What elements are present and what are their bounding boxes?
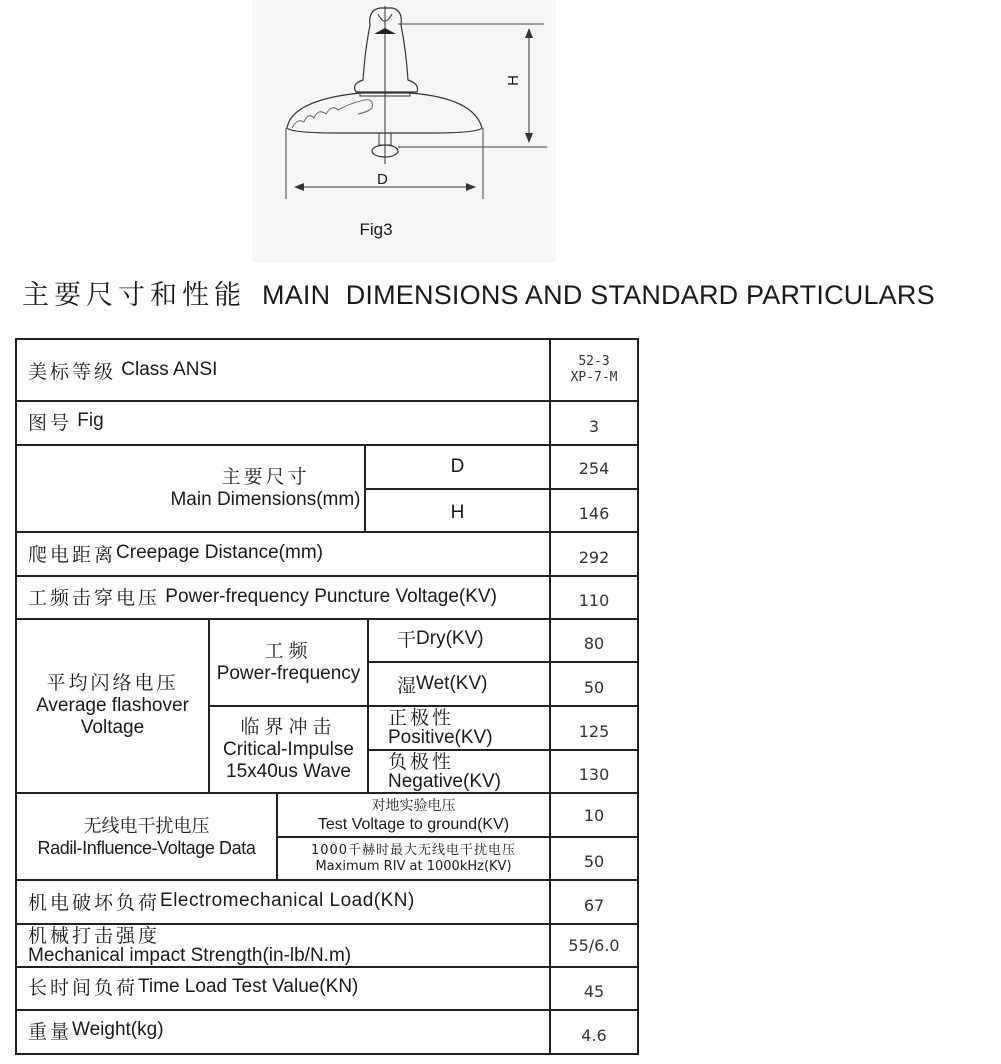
main-dimensions-label-en: Main Dimensions(mm)	[170, 489, 361, 510]
negative-label	[369, 751, 549, 792]
puncture-label-cn: 工频击穿电压	[28, 588, 161, 609]
row-creepage-label	[17, 533, 549, 575]
dry-value: 80	[583, 634, 605, 653]
riv-max-en: Maximum RIV at 1000kHz(KV)	[315, 858, 512, 874]
row-creepage-value: 292	[578, 547, 610, 567]
positive-label-en: Positive(KV)	[388, 727, 493, 748]
main-dimensions-label	[17, 446, 364, 532]
wet-label-en: Wet(KV)	[416, 673, 488, 694]
positive-label-cn: 正极性	[388, 708, 455, 729]
negative-label-en: Negative(KV)	[388, 770, 501, 792]
dimension-label-h: H	[504, 75, 522, 86]
wet-label-cn: 湿	[397, 675, 417, 697]
electromechanical-label-cn: 机电破坏负荷	[28, 892, 161, 914]
dry-label-cn: 干	[397, 630, 417, 651]
creepage-label-en: Creepage Distance(mm)	[116, 542, 323, 563]
main-dimensions-h-value: 146	[578, 504, 610, 523]
critical-impulse-label-cn: 临界冲击	[240, 716, 337, 738]
main-dimensions-h-label: H	[450, 501, 465, 523]
riv-max-cn: 1000千赫时最大无线电干扰电压	[310, 842, 517, 858]
dry-label-en: Dry(KV)	[416, 627, 484, 649]
class-label-cn: 美标等级	[28, 361, 117, 383]
dimension-label-d: D	[377, 171, 388, 188]
riv-test-voltage-en: Test Voltage to ground(KV)	[317, 816, 510, 833]
time-load-label-en: Time Load Test Value(KN)	[138, 975, 359, 997]
power-frequency-label	[210, 620, 367, 705]
fig-label-cn: 图号	[28, 412, 73, 434]
critical-impulse-label	[210, 707, 367, 792]
riv-test-voltage-value: 10	[583, 805, 605, 825]
critical-impulse-label-en-1: Critical-Impulse	[223, 738, 354, 760]
row-time-load-value: 45	[583, 982, 605, 1001]
negative-value: 130	[578, 765, 610, 784]
class-label-en: Class ANSI	[116, 359, 218, 380]
row-weight-value: 4.6	[581, 1025, 607, 1045]
puncture-label-en: Power-frequency Puncture Voltage(KV)	[160, 585, 497, 607]
riv-max-value: 50	[583, 852, 605, 871]
main-dimensions-label-cn: 主要尺寸	[221, 467, 310, 488]
weight-label-cn: 重量	[28, 1021, 73, 1043]
flashover-label	[17, 620, 208, 792]
main-dimensions-d-label: D	[450, 456, 465, 477]
electromechanical-label-en: Electromechanical Load(KN)	[160, 890, 415, 911]
row-fig-value: 3	[588, 416, 600, 436]
fig-label-en: Fig	[72, 410, 104, 431]
power-frequency-label-en: Power-frequency	[216, 662, 361, 684]
positive-value: 125	[578, 721, 610, 741]
negative-label-cn: 负极性	[388, 751, 455, 773]
dry-label	[369, 620, 549, 661]
heading-cn: 主要尺寸和性能	[22, 280, 246, 310]
heading-en: MAIN DIMENSIONS AND STANDARD PARTICULARS	[262, 280, 935, 310]
figure-caption: Fig3	[359, 220, 393, 239]
riv-test-voltage-label	[278, 794, 549, 836]
riv-test-voltage-cn: 对地实验电压	[371, 797, 456, 813]
creepage-label-cn: 爬电距离	[28, 544, 117, 566]
row-electromechanical-label	[17, 881, 549, 923]
row-puncture-value: 110	[578, 591, 610, 610]
impact-label-en: Mechanical impact Strength(in-lb/N.m)	[28, 944, 352, 966]
row-class-ansi-label	[17, 340, 549, 400]
row-time-load-label	[17, 968, 549, 1009]
class-value-line2: XP-7-M	[570, 370, 618, 385]
power-frequency-label-cn: 工频	[264, 640, 313, 662]
wet-label	[369, 663, 549, 705]
positive-label	[369, 707, 549, 749]
row-impact-label	[17, 925, 549, 966]
riv-label	[17, 794, 276, 879]
flashover-label-en-1: Average flashover	[36, 695, 189, 716]
row-electromechanical-value: 67	[583, 895, 605, 915]
row-weight-label	[17, 1011, 549, 1053]
impact-label-cn: 机械打击强度	[28, 925, 161, 947]
flashover-label-cn: 平均闪络电压	[46, 673, 179, 694]
critical-impulse-label-en-2: 15x40us Wave	[226, 760, 351, 782]
class-value-line1: 52-3	[578, 354, 610, 369]
flashover-label-en-2: Voltage	[80, 717, 145, 738]
row-fig-label	[17, 402, 549, 444]
row-puncture-label	[17, 577, 549, 618]
weight-label-en: Weight(kg)	[72, 1019, 164, 1040]
wet-value: 50	[583, 677, 605, 697]
main-dimensions-d-value: 254	[578, 458, 610, 478]
riv-label-cn: 无线电干扰电压	[83, 815, 210, 836]
row-impact-value: 55/6.0	[568, 936, 620, 955]
riv-label-en: Radil-Influence-Voltage Data	[37, 837, 256, 858]
row-class-ansi-value	[551, 340, 637, 400]
riv-max-label	[278, 838, 549, 879]
time-load-label-cn: 长时间负荷	[28, 978, 139, 999]
